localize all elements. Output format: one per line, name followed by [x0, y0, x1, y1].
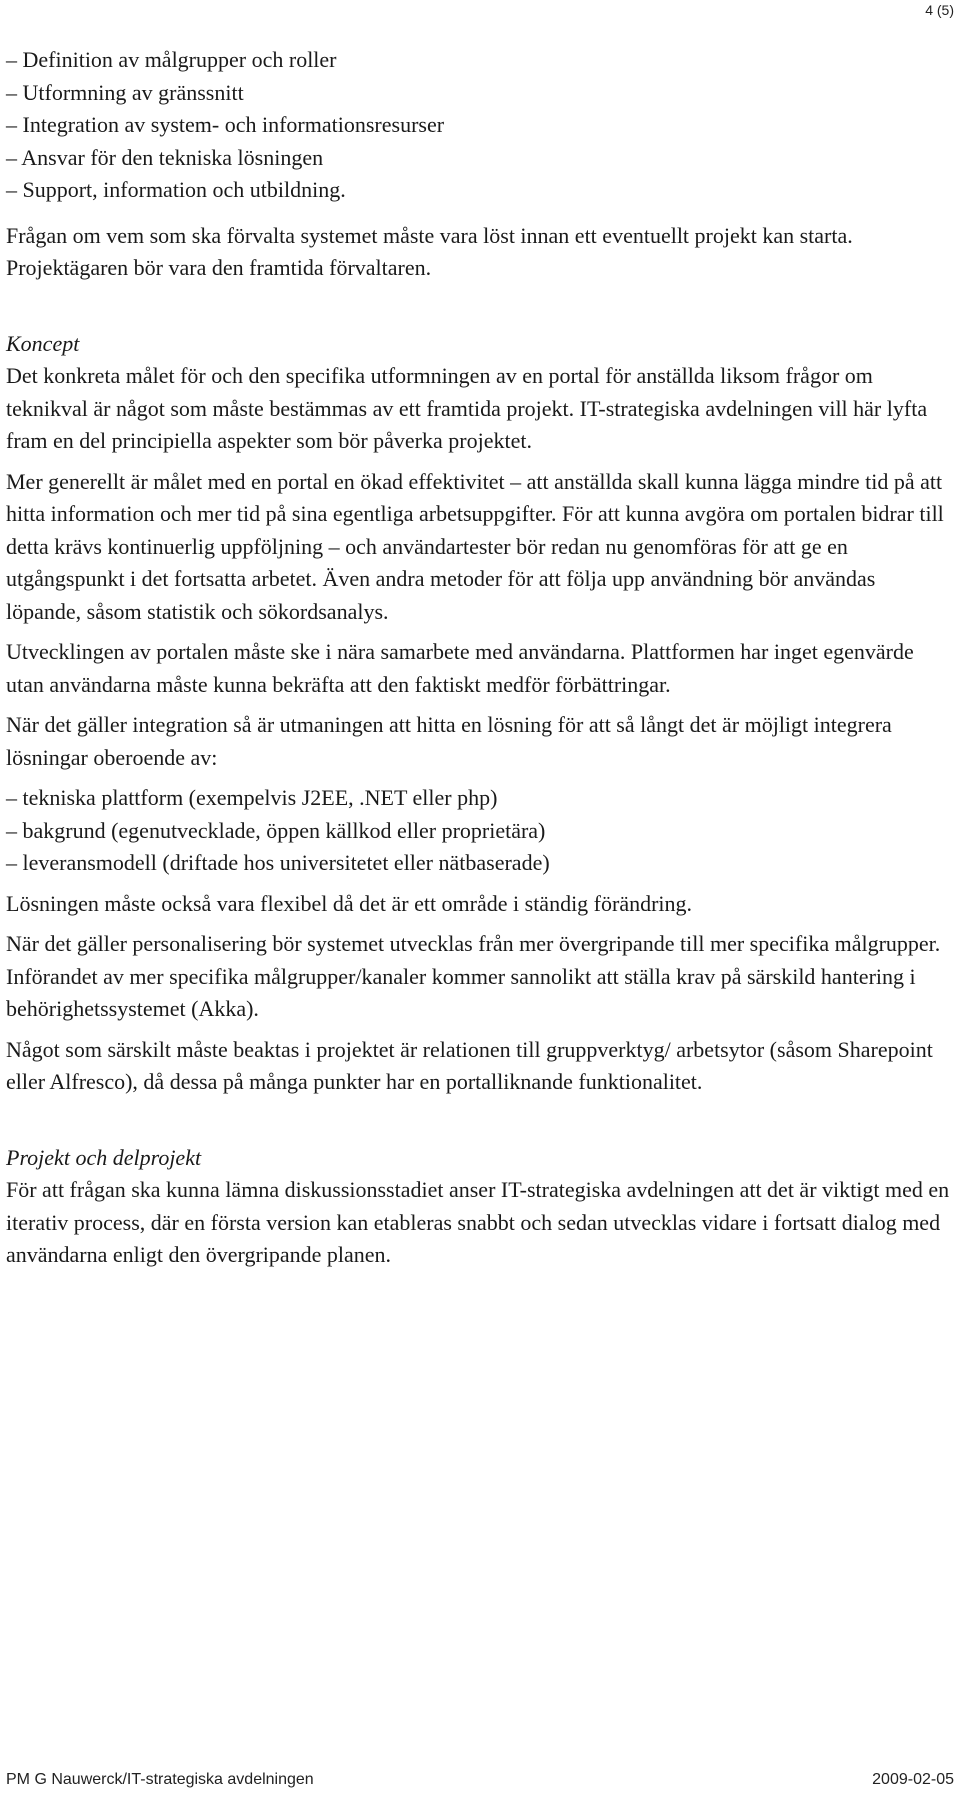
top-dash-list	[6, 44, 951, 207]
footer-date: 2009-02-05	[872, 1771, 954, 1788]
paragraph: När det gäller personalisering bör systemet utvecklas från mer övergripande till mer specifika målgrupper. Införandet av mer specifika målgrupper/kanaler kommer sannolikt att ställa krav på särskild hantering i behörighetssystemet (Akka).	[6, 931, 941, 1021]
footer-author: PM G Nauwerck/IT-strategiska avdelningen	[6, 1771, 314, 1788]
paragraph: Något som särskilt måste beaktas i projektet är relationen till gruppverktyg/ arbetsytor (såsom Sharepoint eller Alfresco), då dessa på många punkter har en portalliknande funktionalitet.	[6, 1036, 933, 1094]
paragraph: För att frågan ska kunna lämna diskussionsstadiet anser IT-strategiska avdelningen att det är viktigt med en iterativ process, där en första version kan etableras snabbt och sedan utvecklas vidare i fortsatt dialog med användarna enligt den övergripande planen.	[6, 1177, 950, 1267]
paragraph: Det konkreta målet för och den specifika utformningen av en portal för anställda liksom frågor om teknikval är något som måste bestämmas av ett framtida projekt. IT-strategiska avdelningen vill här lyfta fram en del principiella aspekter som bör påverka projektet.	[6, 363, 928, 453]
document-body	[6, 44, 951, 1272]
list-item: – Ansvar för den tekniska lösningen	[6, 144, 324, 170]
list-item: – Definition av målgrupper och roller	[6, 47, 337, 72]
list-item: – Utformning av gränssnitt	[6, 79, 244, 105]
list-item: – leveransmodell (driftade hos universitetet eller nätbaserade)	[6, 850, 550, 875]
paragraph: Mer generellt är målet med en portal en ökad effektivitet – att anställda skall kunna lägga mindre tid på att hitta information och mer tid på sina egentliga arbetsuppgifter. För att kunna avgöra om portalen bidrar till detta krävs kontinuerlig uppföljning – och användartester bör redan nu genomföras för att ge en utgångspunkt i det fortsatta arbetet. Även andra metoder för att följa upp användning bör användas löpande, såsom statistik och sökordsanalys.	[6, 468, 944, 624]
paragraph-forvaltning: Frågan om vem som ska förvalta systemet måste vara löst innan ett eventuellt projekt kan starta. Projektägaren bör vara den framtida förvaltaren.	[6, 222, 853, 280]
list-item: – Support, information och utbildning.	[6, 177, 346, 202]
paragraph: Utvecklingen av portalen måste ske i nära samarbete med användarna. Plattformen har inget egenvärde utan användarna måste kunna bekräfta att den faktiskt medför förbättringar.	[6, 639, 914, 697]
section-heading-projekt: Projekt och delprojekt	[6, 1144, 202, 1170]
list-item: – bakgrund (egenutvecklade, öppen källkod eller proprietära)	[6, 817, 546, 843]
integration-dash-list	[6, 782, 951, 880]
list-item: – tekniska plattform (exempelvis J2EE, .NET eller php)	[6, 785, 498, 810]
section-heading-koncept: Koncept	[6, 330, 80, 356]
paragraph: Lösningen måste också vara flexibel då det är ett område i ständig förändring.	[6, 890, 693, 916]
page-number: 4 (5)	[925, 2, 954, 18]
paragraph: När det gäller integration så är utmaningen att hitta en lösning för att så långt det är möjligt integrera lösningar oberoende av:	[6, 712, 892, 770]
list-item: – Integration av system- och informationsresurser	[6, 112, 445, 137]
